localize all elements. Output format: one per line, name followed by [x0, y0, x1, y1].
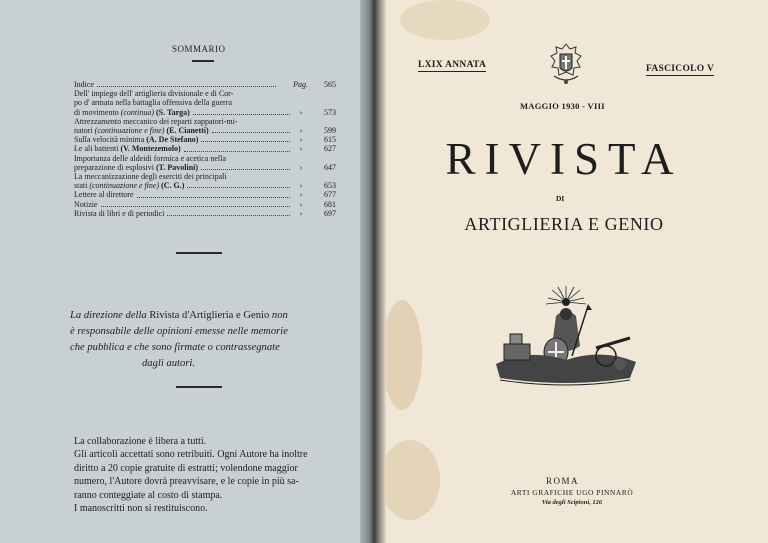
dot-leader — [167, 215, 290, 216]
collaboration-notice: La collaborazione è libera a tutti. Gli articoli accettati sono retribuiti. Ogni Autore ha inoltre diritto a 20 copie gratuite di estratti; volendone maggior numero, l'Autore dovrà preavvisare, e le copie in più sa- ranno conteggiate al costo di stampa. I manoscritti non si restituiscono. — [74, 436, 308, 515]
toc-entry: Le ali battenti (V. Montezemolo) › 627 — [74, 144, 336, 154]
toc-title: stati — [74, 181, 88, 191]
toc-line: Attrezzamento meccanico dei reparti zappatori-mi- — [74, 116, 238, 126]
toc-title: di movimento — [74, 107, 119, 117]
page-number: 627 — [324, 144, 336, 154]
dot-leader — [184, 151, 290, 152]
toc-entry: Notizie › 681 — [74, 199, 336, 209]
allegorical-vignette-icon — [490, 286, 640, 390]
toc-author: (A. De Stefano) — [146, 135, 199, 145]
toc-entry: Sulla velocità minima (A. De Stefano) › 615 — [74, 135, 336, 145]
toc-author: (V. Montezemolo) — [120, 144, 181, 154]
toc-author: (S. Targa) — [156, 107, 190, 117]
toc-entry: stati (continuazione e fine) (C. G.) › 653 — [74, 181, 336, 191]
page-number: 697 — [324, 208, 336, 218]
toc-title: Indice — [74, 80, 94, 89]
publication-city: ROMA — [546, 476, 580, 486]
printer-address: Via degli Scipioni, 126 — [541, 499, 603, 506]
toc-entry: Rivista di libri e di periodici › 697 — [74, 208, 336, 218]
dot-leader — [101, 206, 290, 207]
table-of-contents — [74, 80, 336, 218]
magazine-subtitle: ARTIGLIERIA E GENIO — [464, 214, 664, 234]
toc-author: (T. Pavolini) — [155, 162, 199, 172]
toc-title: Lettere al direttore — [74, 190, 134, 200]
dot-leader — [137, 197, 290, 198]
editorial-notice: La direzione della Rivista d'Artiglieria e Genio non è responsabile delle opinioni emesse nelle memorie che pubblica e che sono firmate o contrassegnate dagli autori. — [70, 310, 288, 369]
toc-title: Notizie — [74, 199, 98, 209]
paper-stain — [382, 300, 422, 410]
section-divider — [176, 386, 222, 388]
magazine-title: RIVISTA — [445, 134, 683, 184]
paper-stain — [400, 0, 490, 40]
page-number: 677 — [324, 190, 336, 200]
page-number: 615 — [324, 135, 336, 145]
toc-entry: Lettere al direttore › 677 — [74, 190, 336, 200]
fascicolo-label: FASCICOLO V — [646, 64, 715, 74]
toc-line: Importanza delle aldeidi formica e acetica nella — [74, 153, 226, 163]
printer-name: ARTI GRAFICHE UGO PINNARÒ — [510, 488, 634, 497]
toc-entry — [74, 80, 336, 89]
annata-label: LXIX ANNATA — [418, 60, 487, 70]
toc-entry: preparazione di esplosivi (T. Pavolini) › 647 — [74, 162, 336, 172]
pag-label: Pag. — [293, 80, 308, 89]
paper-stain — [380, 440, 440, 520]
page-number: 599 — [324, 126, 336, 136]
toc-line: po d' armata nella battaglia offensiva della guerra — [74, 98, 232, 108]
dot-leader — [201, 169, 290, 170]
page-number: 573 — [324, 107, 336, 117]
toc-line: La meccanizzazione degli eserciti dei principali — [74, 172, 227, 182]
toc-title: Le ali battenti — [74, 144, 119, 154]
section-divider — [176, 252, 222, 254]
toc-entry: di movimento (continua) (S. Targa) › 573 — [74, 107, 336, 117]
page-number: 647 — [324, 162, 336, 172]
toc-title: natori — [74, 126, 93, 136]
issue-date: MAGGIO 1930 - VIII — [520, 101, 605, 111]
page-number: 681 — [324, 199, 336, 209]
toc-title: Sulla velocità minima — [74, 135, 145, 145]
book-gutter — [360, 0, 386, 543]
toc-title: preparazione di esplosivi — [74, 162, 154, 172]
toc-title: Rivista di libri e di periodici — [74, 208, 165, 218]
toc-line: Dell' impiego dell' artiglieria divisionale e di Cor- — [74, 89, 234, 99]
toc-author: (C. G.) — [161, 181, 185, 191]
dot-leader — [97, 86, 276, 87]
heading-underline — [192, 60, 214, 62]
title-connector: DI — [556, 194, 565, 203]
dot-leader — [201, 141, 290, 142]
toc-entry: natori (continuazione e fine) (E. Cianetti) › 599 — [74, 126, 336, 136]
toc-author: (E. Cianetti) — [166, 126, 209, 136]
sommario-heading: SOMMARIO — [172, 44, 226, 54]
dot-leader — [187, 187, 290, 188]
page-number: 653 — [324, 181, 336, 191]
dot-leader — [193, 114, 290, 115]
dot-leader — [212, 132, 290, 133]
page-number: 565 — [324, 80, 336, 89]
coat-of-arms-icon — [546, 42, 586, 88]
